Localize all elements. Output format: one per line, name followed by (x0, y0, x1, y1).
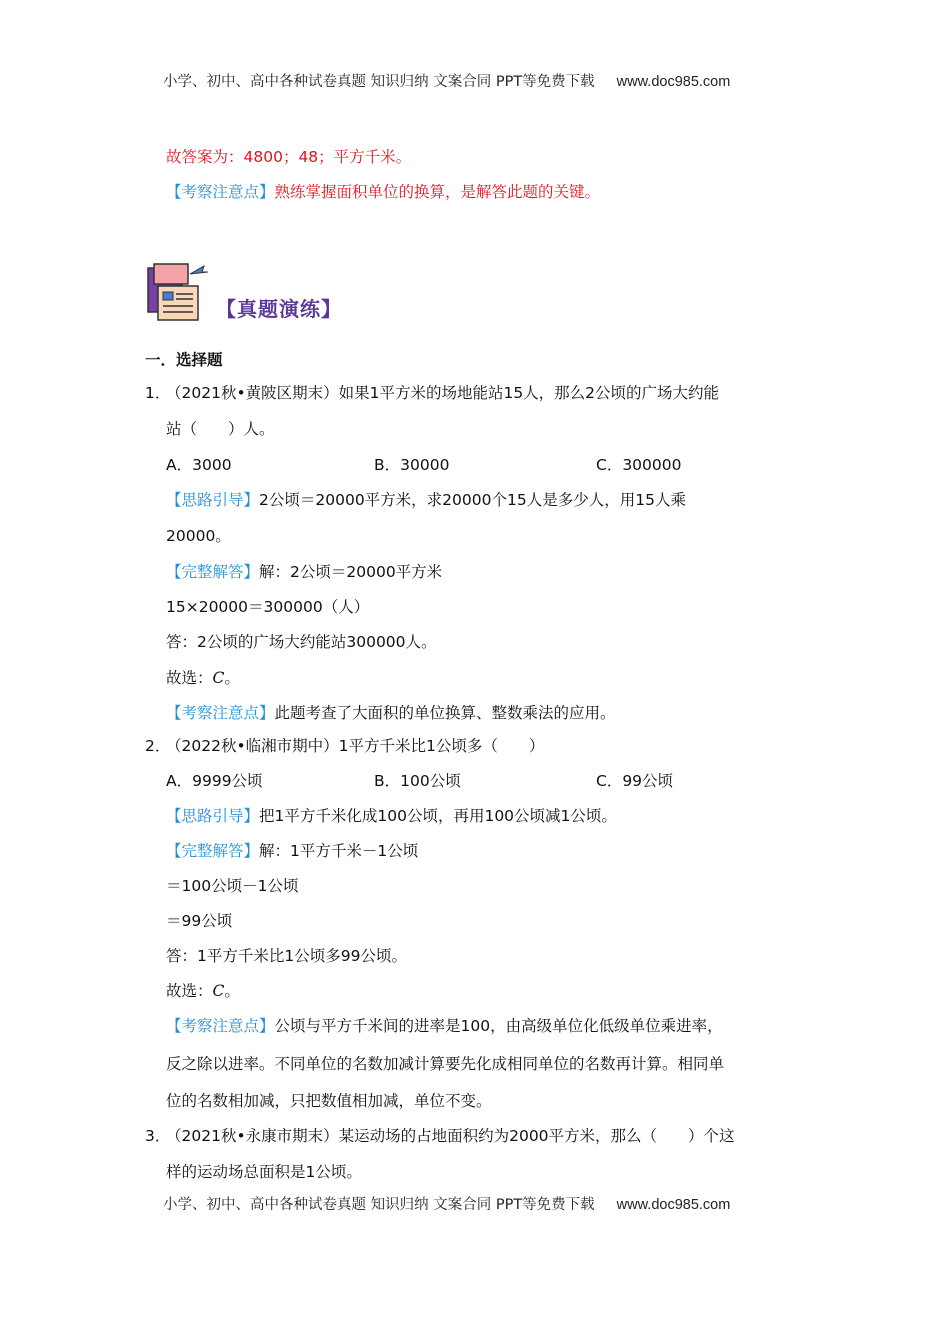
choice-suffix: 。 (224, 669, 240, 687)
q1-options (166, 455, 682, 475)
q2-note-line2: 反之除以进率。不同单位的名数加减计算要先化成相同单位的名数再计算。相同单 (166, 1055, 725, 1073)
q1-option-b: B．30000 (374, 456, 450, 474)
q2-option-a: A．9999公顷 (166, 772, 263, 790)
q2-choice (166, 981, 240, 1001)
q1-solution-line1 (166, 562, 442, 582)
q1-number: 1． (145, 384, 171, 402)
solution-tag: 【完整解答】 (166, 563, 260, 581)
q1-option-a: A．3000 (166, 456, 232, 474)
hint-tag: 【思路引导】 (166, 491, 260, 509)
note-tag: 【考察注意点】 (166, 1017, 275, 1035)
choice-prefix: 故选： (166, 982, 213, 1000)
q3-number: 3． (145, 1127, 171, 1145)
q1-choice (166, 668, 240, 688)
q2-option-c: C．99公顷 (596, 772, 674, 790)
q2-stem: （2022秋•临湘市期中）1平方千米比1公顷多（ ） (166, 737, 545, 755)
practice-section-icon (144, 262, 210, 322)
q1-option-c: C．300000 (596, 456, 682, 474)
q1-hint-line2: 20000。 (166, 527, 231, 545)
note-tag: 【考察注意点】 (166, 183, 275, 201)
q2-note-line3: 位的名数相加减，只把数值相加减，单位不变。 (166, 1092, 492, 1110)
solution-text: 解：1平方千米－1公顷 (259, 842, 419, 860)
q2-options (166, 771, 673, 791)
note-text: 公顷与平方千米间的进率是100，由高级单位化低级单位乘进率， (274, 1017, 723, 1035)
header-url[interactable]: www.doc985.com (616, 74, 731, 90)
section-title: 【真题演练】 (216, 297, 342, 321)
header-text: 小学、初中、高中各种试卷真题 知识归纳 文案合同 PPT等免费下载 (163, 74, 595, 90)
q1-solution-line2: 15×20000＝300000（人） (166, 598, 370, 616)
q1-hint-line1 (166, 490, 686, 510)
q3-stem-line2: 样的运动场总面积是1公顷。 (166, 1163, 362, 1181)
q2-solution-line3: ＝99公顷 (166, 912, 233, 930)
q3-stem-line1: （2021秋•永康市期末）某运动场的占地面积约为2000平方米，那么（ ）个这 (166, 1127, 735, 1145)
q2-solution-line4: 答：1平方千米比1公顷多99公顷。 (166, 947, 407, 965)
hint-text: 2公顷＝20000平方米，求20000个15人是多少人，用15人乘 (259, 491, 686, 509)
q1-note (166, 703, 616, 723)
solution-text: 解：2公顷＝20000平方米 (259, 563, 443, 581)
q2-option-b: B．100公顷 (374, 772, 461, 790)
intro-answer: 故答案为：4800；48；平方千米。 (166, 148, 412, 166)
q1-solution-line3: 答：2公顷的广场大约能站300000人。 (166, 633, 437, 651)
hint-tag: 【思路引导】 (166, 807, 260, 825)
q2-hint (166, 806, 617, 826)
section-heading: 一．选择题 (145, 351, 223, 369)
note-text: 熟练掌握面积单位的换算，是解答此题的关键。 (274, 183, 601, 201)
footer-url[interactable]: www.doc985.com (616, 1197, 731, 1213)
q1-stem-line2: 站（ ）人。 (166, 420, 275, 438)
page-footer (163, 1193, 730, 1214)
choice-prefix: 故选： (166, 669, 213, 687)
footer-text: 小学、初中、高中各种试卷真题 知识归纳 文案合同 PPT等免费下载 (163, 1197, 595, 1213)
hint-text: 把1平方千米化成100公顷，再用100公顷减1公顷。 (259, 807, 617, 825)
note-text: 此题考查了大面积的单位换算、整数乘法的应用。 (274, 704, 616, 722)
choice-letter: C (212, 982, 225, 1000)
intro-note (166, 182, 600, 202)
page-header (163, 70, 730, 91)
note-tag: 【考察注意点】 (166, 704, 275, 722)
q2-solution-line2: ＝100公顷－1公顷 (166, 877, 299, 895)
solution-tag: 【完整解答】 (166, 842, 260, 860)
q2-note-line1 (166, 1016, 723, 1036)
choice-letter: C (212, 669, 225, 687)
choice-suffix: 。 (224, 982, 240, 1000)
q1-stem-line1: （2021秋•黄陂区期末）如果1平方米的场地能站15人，那么2公顷的广场大约能 (166, 384, 720, 402)
q2-solution-line1 (166, 841, 418, 861)
q2-number: 2． (145, 737, 171, 755)
